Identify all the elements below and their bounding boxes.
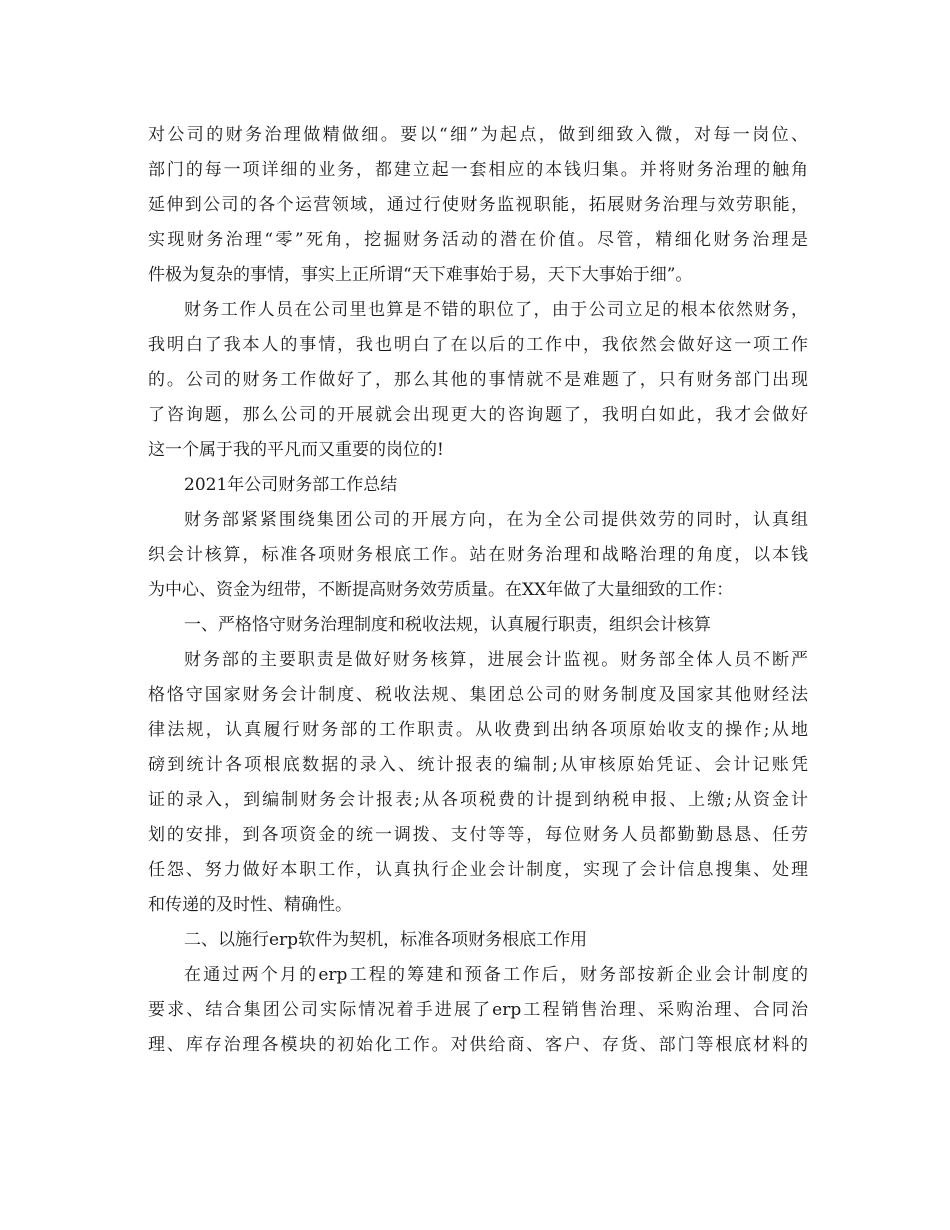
- text-line: 延伸到公司的各个运营领域，通过行使财务监视职能，拓展财务治理与效劳职能，: [148, 195, 808, 215]
- text-line: 部门的每一项详细的业务，都建立起一套相应的本钱归集。并将财务治理的触角: [148, 160, 808, 180]
- text-line: 财务部的主要职责是做好财务核算，进展会计监视。财务部全体人员不断严: [184, 650, 808, 670]
- text-line: 的。公司的财务工作做好了，那么其他的事情就不是难题了，只有财务部门出现: [148, 370, 808, 390]
- text-line: 划的安排，到各项资金的统一调拨、支付等等，每位财务人员都勤勤恳恳、任劳: [148, 825, 808, 845]
- text-line: 为中心、资金为纽带，不断提高财务效劳质量。在XX年做了大量细致的工作：: [148, 580, 734, 600]
- text-line: 律法规，认真履行财务部的工作职责。从收费到出纳各项原始收支的操作;从地: [148, 720, 808, 740]
- text-line: 二、以施行erp软件为契机，标准各项财务根底工作用: [184, 930, 588, 950]
- text-line: 要求、结合集团公司实际情况着手进展了erp工程销售治理、采购治理、合同治: [148, 1000, 808, 1020]
- text-line: 财务部紧紧围绕集团公司的开展方向，在为全公司提供效劳的同时，认真组: [184, 510, 808, 530]
- text-line: 在通过两个月的erp工程的筹建和预备工作后，财务部按新企业会计制度的: [184, 965, 808, 985]
- text-line: 理、库存治理各模块的初始化工作。对供给商、客户、存货、部门等根底材料的: [148, 1035, 808, 1055]
- text-line: 这一个属于我的平凡而又重要的岗位的!: [148, 440, 444, 460]
- text-line: 格恪守国家财务会计制度、税收法规、集团总公司的财务制度及国家其他财经法: [148, 685, 808, 705]
- text-line: 财务工作人员在公司里也算是不错的职位了，由于公司立足的根本依然财务，: [184, 300, 808, 320]
- text-line: 一、严格恪守财务治理制度和税收法规，认真履行职责，组织会计核算: [184, 615, 711, 635]
- document-body: [148, 118, 808, 1063]
- text-line: 任怨、努力做好本职工作，认真执行企业会计制度，实现了会计信息搜集、处理: [148, 860, 808, 880]
- text-line: 和传递的及时性、精确性。: [148, 895, 352, 915]
- text-line: 对公司的财务治理做精做细。要以“细”为起点，做到细致入微，对每一岗位、: [148, 125, 808, 145]
- text-line: 证的录入，到编制财务会计报表;从各项税费的计提到纳税申报、上缴;从资金计: [148, 790, 808, 810]
- text-line: 2021年公司财务部工作总结: [184, 475, 398, 495]
- text-line: 件极为复杂的事情，事实上正所谓“天下难事始于易，天下大事始于细”。: [148, 265, 693, 285]
- text-line: 了咨询题，那么公司的开展就会出现更大的咨询题了，我明白如此，我才会做好: [148, 405, 808, 425]
- text-line: 实现财务治理“零”死角，挖掘财务活动的潜在价值。尽管，精细化财务治理是: [148, 230, 808, 250]
- text-line: 我明白了我本人的事情，我也明白了在以后的工作中，我依然会做好这一项工作: [148, 335, 808, 355]
- text-line: 磅到统计各项根底数据的录入、统计报表的编制;从审核原始凭证、会计记账凭: [148, 755, 808, 775]
- text-line: 织会计核算，标准各项财务根底工作。站在财务治理和战略治理的角度，以本钱: [148, 545, 808, 565]
